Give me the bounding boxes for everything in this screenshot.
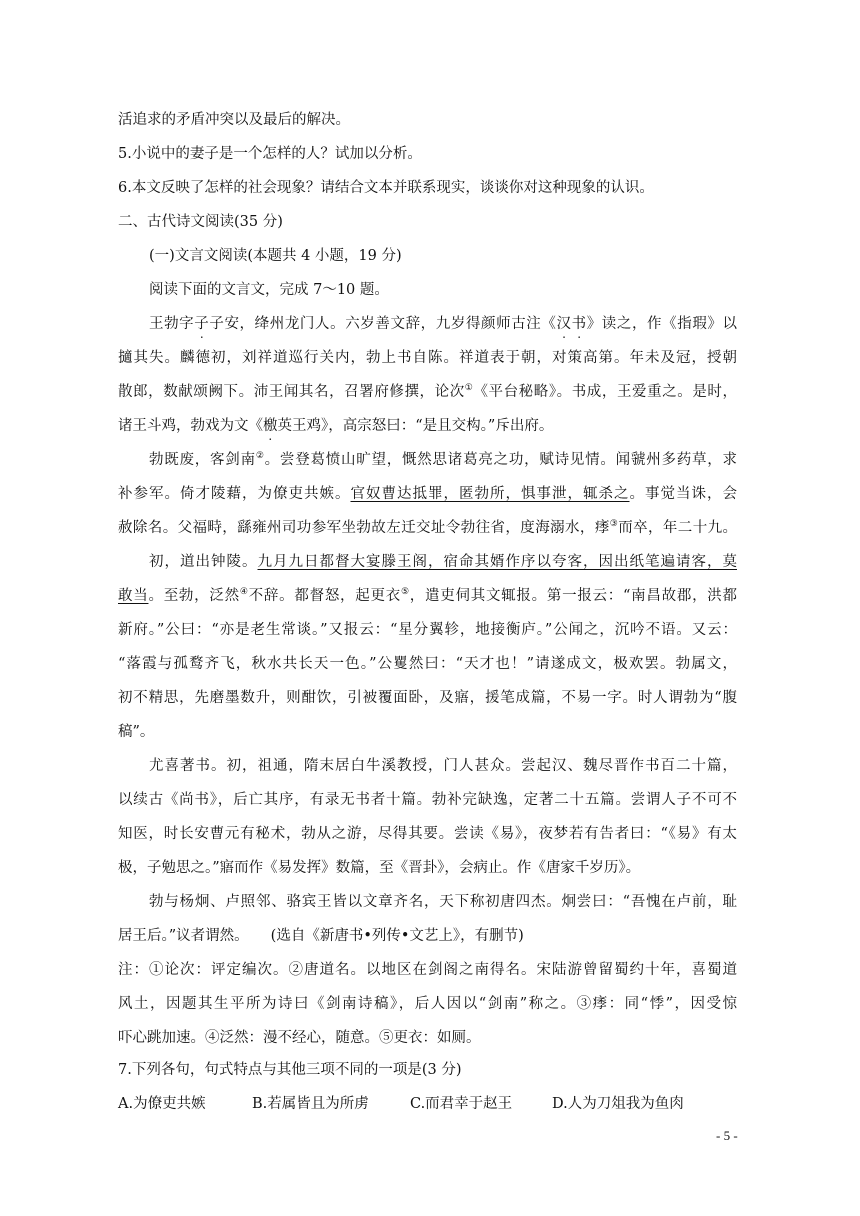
passage-line: 初不精思，先磨墨数升，则酣饮，引被覆面卧，及寤，援笔成篇，不易一字。时人谓勃为“腹 bbox=[118, 690, 737, 706]
passage-line: 稿”。 bbox=[118, 724, 155, 740]
footnote-mark: ⑤ bbox=[400, 587, 410, 598]
footnote-line: 吓心跳加速。④泛然：漫不经心，随意。⑤更衣：如厕。 bbox=[118, 1030, 481, 1046]
passage-line: 擿其失。麟德初，刘祥道巡行关内，勃上书自陈。祥道表于朝，对策高第。年未及冠，授朝 bbox=[118, 350, 737, 366]
passage-line: 知医，时长安曹元有秘术，勃从之游，尽得其要。尝读《易》，夜梦若有告者曰：“《易》有太 bbox=[118, 826, 737, 842]
passage-line: 勃既废，客剑南②。尝登葛愤山旷望，慨然思诸葛亮之功，赋诗见情。闻虢州多药草，求 bbox=[149, 451, 738, 468]
emphasis-char: 汉 bbox=[556, 316, 572, 332]
passage-line: 王勃字子子安，绛州龙门人。六岁善文辞，九岁得颜师古注《汉书》读之，作《指瑕》以 bbox=[149, 316, 738, 332]
footnote-mark: ③ bbox=[609, 519, 619, 530]
footnote-mark: ① bbox=[464, 383, 474, 394]
passage-line: 以续古《尚书》，后亡其序，有录无书者十篇。勃补完缺逸，定著二十五篇。尝谓人子不可不 bbox=[118, 792, 737, 808]
passage-line: 敢当。至勃，泛然④不辞。都督怒，起更衣⑤，遣吏伺其文辄报。第一报云：“南昌故郡，洪都 bbox=[118, 587, 738, 604]
footnote-mark: ④ bbox=[239, 587, 249, 598]
passage-line: 补参军。倚才陵藉，为僚吏共嫉。官奴曹达抵罪，匿勃所，惧事泄，辄杀之。事觉当诛，会 bbox=[118, 486, 737, 502]
instruction: 阅读下面的文言文，完成 7～10 题。 bbox=[149, 282, 389, 298]
emphasis-char: 檄 bbox=[263, 418, 278, 434]
passage-line: 尤喜著书。初，祖通，隋末居白牛溪教授，门人甚众。尝起汉、魏尽晋作书百二十篇， bbox=[149, 758, 737, 774]
passage-line: 极，子勉思之。”寤而作《易发挥》数篇，至《晋卦》，会病止。作《唐家千岁历》。 bbox=[118, 860, 641, 876]
subsection-heading: (一)文言文阅读(本题共 4 小题，19 分) bbox=[149, 248, 402, 264]
footnote-line: 风土，因题其生平所为诗曰《剑南诗稿》，后人因以“剑南”称之。③痵：同“悸”，因受惊 bbox=[118, 996, 737, 1012]
emphasis-char: 书 bbox=[571, 316, 587, 332]
option-b: B.若属皆且为所虏 bbox=[252, 1096, 369, 1112]
option-c: C.而君幸于赵王 bbox=[410, 1096, 513, 1112]
question-6: 6.本文反映了怎样的社会现象？请结合文本并联系现实，谈谈你对这种现象的认识。 bbox=[118, 180, 654, 196]
underlined-sentence: 敢当 bbox=[118, 588, 149, 604]
option-a: A.为僚吏共嫉 bbox=[118, 1096, 206, 1112]
passage-line: 居王后。”议者谓然。 (选自《新唐书•列传•文艺上》，有删节) bbox=[118, 928, 524, 944]
passage-line: 新府。”公曰：“亦是老生常谈。”又报云：“星分翼轸，地接衡庐。”公闻之，沉吟不语。又云： bbox=[118, 622, 737, 638]
passage-line: “落霞与孤鹜齐飞，秋水共长天一色。”公矍然曰：“天才也！”请遂成文，极欢罢。勃属文， bbox=[118, 656, 737, 672]
text-line: 活追求的矛盾冲突以及最后的解决。 bbox=[118, 112, 350, 128]
passage-line: 诸王斗鸡，勃戏为文《檄英王鸡》，高宗怒曰：“是且交构。”斥出府。 bbox=[118, 418, 554, 434]
footnote-line: 注：①论次：评定编次。②唐道名。以地区在剑阁之南得名。宋陆游曾留蜀约十年，喜蜀道 bbox=[118, 962, 737, 978]
question-7-stem: 7.下列各句，句式特点与其他三项不同的一项是(3 分) bbox=[118, 1062, 462, 1078]
passage-line: 散郎，数献颂阙下。沛王闻其名，召署府修撰，论次①《平台秘略》。书成，王爱重之。是时， bbox=[118, 383, 738, 400]
passage-line: 初，道出钟陵。九月九日都督大宴滕王阁，宿命其婿作序以夸客，因出纸笔遍请客，莫 bbox=[149, 554, 737, 570]
emphasis-char: 子 bbox=[194, 316, 210, 332]
passage-line: 勃与杨炯、卢照邻、骆宾王皆以文章齐名，天下称初唐四杰。炯尝曰：“吾愧在卢前，耻 bbox=[149, 894, 737, 910]
option-d: D.人为刀俎我为鱼肉 bbox=[552, 1096, 684, 1112]
source-citation: (选自《新唐书•列传•文艺上》，有删节) bbox=[270, 928, 524, 944]
underlined-sentence: 九月九日都督大宴滕王阁，宿命其婿作序以夸客，因出纸笔遍请客，莫 bbox=[257, 554, 737, 570]
page-number: - 5 - bbox=[716, 1128, 738, 1143]
footnote-mark: ② bbox=[255, 451, 265, 462]
section-heading: 二、古代诗文阅读(35 分) bbox=[118, 214, 283, 230]
question-5: 5.小说中的妻子是一个怎样的人？试加以分析。 bbox=[118, 146, 422, 162]
passage-line: 赦除名。父福畤，繇雍州司功参军坐勃故左迁交址令勃往省，度海溺水，痵③而卒，年二十九。 bbox=[118, 519, 738, 536]
underlined-sentence: 官奴曹达抵罪，匿勃所，惧事泄，辄杀之 bbox=[350, 486, 630, 502]
